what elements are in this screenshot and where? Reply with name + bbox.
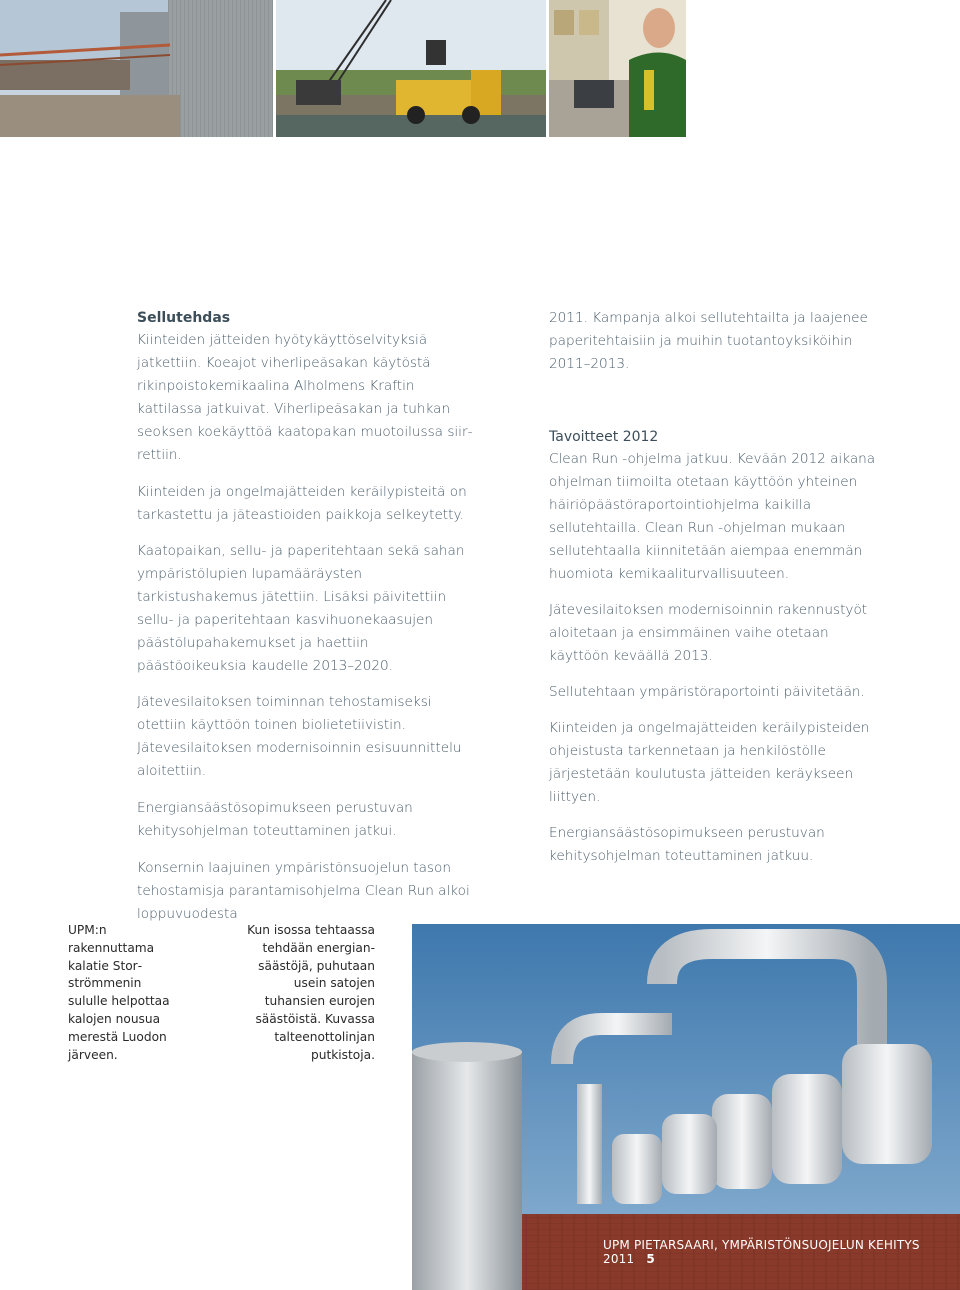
paragraph: Kaatopaikan, sellu- ja paperitehtaan sekä sahan ympäristölupien lupamääräysten tarkistushakemus jätettiin. Lisäksi päivitettiin sellu- ja paperitehtaan kasvihuonekaasujen päästölupahakemukset ja haettiin päästöoikeuksia kaudelle 2013–2020. xyxy=(137,543,465,674)
paragraph: Jätevesilaitoksen toiminnan tehostamiseksi otettiin käyttöön toinen biolietetiivistin. Jätevesilaitoksen modernisoinnin esisuunnittelu aloitettiin. xyxy=(137,694,462,779)
left-text-column xyxy=(137,307,477,939)
page-footer xyxy=(603,1238,960,1266)
photo-pipelines xyxy=(412,924,960,1290)
paragraph: Sellutehtaan ympäristöraportointi päivitetään. xyxy=(549,684,865,700)
paragraph: Energiansäästösopimukseen perustuvan kehitysohjelman toteuttaminen jatkuu. xyxy=(549,825,825,864)
paragraph: Kiinteiden jätteiden hyötykäyttöselvityksiä jatkettiin. Koeajot viherlipeäsakan käytöstä rikinpoistokemikaalina Alholmens Kraftin kattilassa jatkuivat. Viherlipeäsakan ja tuhkan seoksen koekäyttöä kaatopakan muotoilussa siirrettiin. xyxy=(137,332,473,463)
section-heading: Sellutehdas xyxy=(137,310,231,326)
footer-title: UPM PIETARSAARI, YMPÄRISTÖNSUOJELUN KEHITYS 2011 xyxy=(603,1238,920,1266)
caption-pipelines: Kun isossa tehtaassa tehdään energiansäästöjä, puhutaan usein satojen tuhansien eurojen säästöistä. Kuvassa talteenottolinjan putkistoja. xyxy=(247,923,375,1062)
paragraph: Energiansäästösopimukseen perustuvan kehitysohjelman toteuttaminen jatkui. xyxy=(137,800,413,839)
subheading-goals: Tavoitteet 2012 xyxy=(549,429,659,445)
caption-fishway: UPM:n rakennuttama kalatie Storströmmenin sululle helpottaa kalojen nousua merestä Luodon järveen. xyxy=(68,923,170,1062)
paragraph: Clean Run -ohjelma jatkuu. Kevään 2012 aikana ohjelman tiimoilta otetaan käyttöön yhteinen häiriöpäästöraportointiohjelma kaikilla sellutehtailla. Clean Run -ohjelman mukaan sellutehtaalla kiinnitetään aiempaa enemmän huomiota kemikaaliturvallisuuteen. xyxy=(549,451,876,582)
paragraph: Konsernin laajuinen ympäristönsuojelun tason tehostamisja parantamisohjelma Clean Run alkoi loppuvuodesta xyxy=(137,860,470,922)
paragraph: Kiinteiden ja ongelmajätteiden keräilypisteiden ohjeistusta tarkennetaan ja henkilöstölle järjestetään koulutusta jätteiden keräykseen liittyen. xyxy=(549,720,870,805)
paragraph-continued: 2011. Kampanja alkoi sellutehtailta ja laajenee paperitehtaisiin ja muihin tuotantoyksiköihin 2011–2013. xyxy=(549,310,868,372)
paragraph: Kiinteiden ja ongelmajätteiden keräilypisteitä on tarkastettu ja jäteastioiden paikkoja selkeytetty. xyxy=(137,484,467,523)
page-number: 5 xyxy=(646,1252,655,1266)
paragraph: Jätevesilaitoksen modernisoinnin rakennustyöt aloitetaan ja ensimmäinen vaihe otetaan käyttöön keväällä 2013. xyxy=(549,602,868,664)
photo-construction-site xyxy=(276,0,546,137)
right-text-column xyxy=(549,307,889,881)
photo-industrial-tanks xyxy=(0,0,273,137)
photo-lab-worker xyxy=(549,0,686,137)
